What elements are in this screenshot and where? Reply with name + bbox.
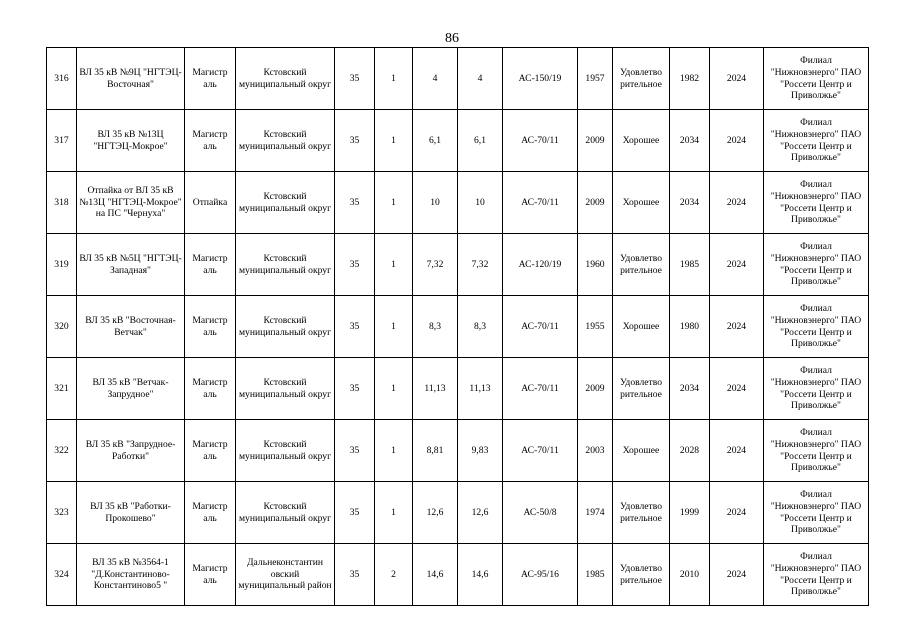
length-total-cell: 12,6 <box>458 482 503 544</box>
condition-cell: Удовлетво рительное <box>613 482 670 544</box>
condition-cell: Удовлетво рительное <box>613 48 670 110</box>
row-number-cell: 320 <box>47 296 77 358</box>
length-total-cell: 4 <box>458 48 503 110</box>
condition-cell: Хорошее <box>613 296 670 358</box>
owner-cell: Филиал "Нижновэнерго" ПАО "Россети Центр и Приволжье" <box>764 48 869 110</box>
wire-brand-cell: АС-150/19 <box>503 48 578 110</box>
length-cell: 10 <box>413 172 458 234</box>
table-row <box>47 358 869 420</box>
length-total-cell: 8,3 <box>458 296 503 358</box>
wire-brand-cell: АС-70/11 <box>503 358 578 420</box>
row-number-cell: 322 <box>47 420 77 482</box>
line-type-cell: Магистр аль <box>185 420 236 482</box>
table-row <box>47 296 869 358</box>
row-number-cell: 318 <box>47 172 77 234</box>
table-row <box>47 234 869 296</box>
wire-brand-cell: АС-50/8 <box>503 482 578 544</box>
line-type-cell: Магистр аль <box>185 358 236 420</box>
line-type-cell: Магистр аль <box>185 110 236 172</box>
line-name-cell: ВЛ 35 кВ "Запрудное-Работки" <box>77 420 185 482</box>
condition-cell: Удовлетво рительное <box>613 234 670 296</box>
commission-year-cell: 1974 <box>578 482 613 544</box>
service-end-year-cell: 1982 <box>670 48 710 110</box>
voltage-cell: 35 <box>335 48 375 110</box>
length-total-cell: 7,32 <box>458 234 503 296</box>
length-total-cell: 14,6 <box>458 544 503 606</box>
circuits-cell: 1 <box>375 358 413 420</box>
row-number-cell: 323 <box>47 482 77 544</box>
wire-brand-cell: АС-95/16 <box>503 544 578 606</box>
table-row <box>47 420 869 482</box>
report-year-cell: 2024 <box>710 234 764 296</box>
line-name-cell: ВЛ 35 кВ №9Ц "НГТЭЦ-Восточная" <box>77 48 185 110</box>
line-name-cell: ВЛ 35 кВ №5Ц "НГТЭЦ-Западная" <box>77 234 185 296</box>
district-cell: Кстовский муниципальный округ <box>236 482 335 544</box>
report-year-cell: 2024 <box>710 544 764 606</box>
condition-cell: Хорошее <box>613 172 670 234</box>
district-cell: Кстовский муниципальный округ <box>236 110 335 172</box>
wire-brand-cell: АС-70/11 <box>503 420 578 482</box>
commission-year-cell: 2009 <box>578 110 613 172</box>
commission-year-cell: 2009 <box>578 172 613 234</box>
circuits-cell: 2 <box>375 544 413 606</box>
commission-year-cell: 1960 <box>578 234 613 296</box>
length-cell: 7,32 <box>413 234 458 296</box>
length-cell: 6,1 <box>413 110 458 172</box>
owner-cell: Филиал "Нижновэнерго" ПАО "Россети Центр и Приволжье" <box>764 482 869 544</box>
table-row <box>47 544 869 606</box>
district-cell: Кстовский муниципальный округ <box>236 296 335 358</box>
service-end-year-cell: 1999 <box>670 482 710 544</box>
owner-cell: Филиал "Нижновэнерго" ПАО "Россети Центр и Приволжье" <box>764 110 869 172</box>
service-end-year-cell: 2034 <box>670 110 710 172</box>
circuits-cell: 1 <box>375 420 413 482</box>
condition-cell: Хорошее <box>613 110 670 172</box>
line-name-cell: Отпайка от ВЛ 35 кВ №13Ц "НГТЭЦ-Мокрое" на ПС "Чернуха" <box>77 172 185 234</box>
table-row <box>47 482 869 544</box>
circuits-cell: 1 <box>375 296 413 358</box>
line-name-cell: ВЛ 35 кВ №13Ц "НГТЭЦ-Мокрое" <box>77 110 185 172</box>
voltage-cell: 35 <box>335 234 375 296</box>
report-year-cell: 2024 <box>710 48 764 110</box>
voltage-cell: 35 <box>335 482 375 544</box>
wire-brand-cell: АС-70/11 <box>503 296 578 358</box>
report-year-cell: 2024 <box>710 482 764 544</box>
wire-brand-cell: АС-70/11 <box>503 110 578 172</box>
row-number-cell: 317 <box>47 110 77 172</box>
wire-brand-cell: АС-120/19 <box>503 234 578 296</box>
circuits-cell: 1 <box>375 482 413 544</box>
owner-cell: Филиал "Нижновэнерго" ПАО "Россети Центр и Приволжье" <box>764 172 869 234</box>
report-year-cell: 2024 <box>710 420 764 482</box>
line-name-cell: ВЛ 35 кВ "Восточная-Ветчак" <box>77 296 185 358</box>
row-number-cell: 321 <box>47 358 77 420</box>
line-type-cell: Магистр аль <box>185 234 236 296</box>
owner-cell: Филиал "Нижновэнерго" ПАО "Россети Центр и Приволжье" <box>764 358 869 420</box>
line-name-cell: ВЛ 35 кВ "Ветчак-Запрудное" <box>77 358 185 420</box>
length-total-cell: 11,13 <box>458 358 503 420</box>
table-row <box>47 172 869 234</box>
report-year-cell: 2024 <box>710 172 764 234</box>
row-number-cell: 319 <box>47 234 77 296</box>
lines-table <box>46 47 869 606</box>
condition-cell: Удовлетво рительное <box>613 358 670 420</box>
commission-year-cell: 2003 <box>578 420 613 482</box>
report-year-cell: 2024 <box>710 296 764 358</box>
condition-cell: Хорошее <box>613 420 670 482</box>
owner-cell: Филиал "Нижновэнерго" ПАО "Россети Центр и Приволжье" <box>764 420 869 482</box>
district-cell: Кстовский муниципальный округ <box>236 48 335 110</box>
length-cell: 8,81 <box>413 420 458 482</box>
owner-cell: Филиал "Нижновэнерго" ПАО "Россети Центр и Приволжье" <box>764 234 869 296</box>
district-cell: Кстовский муниципальный округ <box>236 420 335 482</box>
length-total-cell: 9,83 <box>458 420 503 482</box>
service-end-year-cell: 2034 <box>670 172 710 234</box>
circuits-cell: 1 <box>375 234 413 296</box>
commission-year-cell: 1955 <box>578 296 613 358</box>
report-year-cell: 2024 <box>710 110 764 172</box>
table-row <box>47 48 869 110</box>
circuits-cell: 1 <box>375 110 413 172</box>
commission-year-cell: 1957 <box>578 48 613 110</box>
length-cell: 11,13 <box>413 358 458 420</box>
owner-cell: Филиал "Нижновэнерго" ПАО "Россети Центр и Приволжье" <box>764 296 869 358</box>
length-total-cell: 6,1 <box>458 110 503 172</box>
page-number: 86 <box>445 31 459 46</box>
line-type-cell: Магистр аль <box>185 296 236 358</box>
circuits-cell: 1 <box>375 172 413 234</box>
district-cell: Дальнеконстантин овский муниципальный район <box>236 544 335 606</box>
row-number-cell: 324 <box>47 544 77 606</box>
length-cell: 14,6 <box>413 544 458 606</box>
service-end-year-cell: 1985 <box>670 234 710 296</box>
voltage-cell: 35 <box>335 544 375 606</box>
table-row <box>47 110 869 172</box>
voltage-cell: 35 <box>335 172 375 234</box>
length-cell: 12,6 <box>413 482 458 544</box>
service-end-year-cell: 2034 <box>670 358 710 420</box>
report-year-cell: 2024 <box>710 358 764 420</box>
line-type-cell: Магистр аль <box>185 48 236 110</box>
row-number-cell: 316 <box>47 48 77 110</box>
voltage-cell: 35 <box>335 420 375 482</box>
line-name-cell: ВЛ 35 кВ №3564-1 "Д.Константиново-Константиново5 " <box>77 544 185 606</box>
voltage-cell: 35 <box>335 296 375 358</box>
voltage-cell: 35 <box>335 358 375 420</box>
wire-brand-cell: АС-70/11 <box>503 172 578 234</box>
line-name-cell: ВЛ 35 кВ "Работки-Прокошево" <box>77 482 185 544</box>
service-end-year-cell: 1980 <box>670 296 710 358</box>
line-type-cell: Отпайка <box>185 172 236 234</box>
length-cell: 8,3 <box>413 296 458 358</box>
district-cell: Кстовский муниципальный округ <box>236 172 335 234</box>
commission-year-cell: 1985 <box>578 544 613 606</box>
service-end-year-cell: 2010 <box>670 544 710 606</box>
line-type-cell: Магистр аль <box>185 544 236 606</box>
service-end-year-cell: 2028 <box>670 420 710 482</box>
commission-year-cell: 2009 <box>578 358 613 420</box>
district-cell: Кстовский муниципальный округ <box>236 358 335 420</box>
voltage-cell: 35 <box>335 110 375 172</box>
district-cell: Кстовский муниципальный округ <box>236 234 335 296</box>
length-total-cell: 10 <box>458 172 503 234</box>
owner-cell: Филиал "Нижновэнерго" ПАО "Россети Центр и Приволжье" <box>764 544 869 606</box>
length-cell: 4 <box>413 48 458 110</box>
circuits-cell: 1 <box>375 48 413 110</box>
condition-cell: Удовлетво рительное <box>613 544 670 606</box>
line-type-cell: Магистр аль <box>185 482 236 544</box>
